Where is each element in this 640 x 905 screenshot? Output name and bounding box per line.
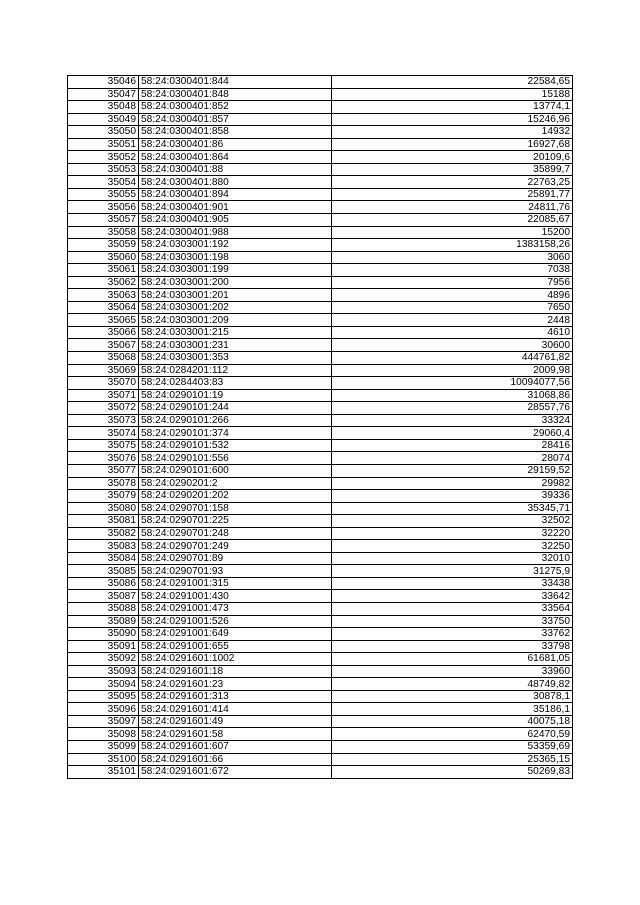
row-number-cell: 35092 xyxy=(68,653,139,666)
cadastral-value-cell: 3060 xyxy=(332,251,573,264)
table-row xyxy=(68,101,573,114)
cadastral-number-cell: 58:24:0291601:313 xyxy=(139,690,332,703)
table-row xyxy=(68,364,573,377)
cadastral-number-cell: 58:24:0303001:353 xyxy=(139,352,332,365)
table-row xyxy=(68,540,573,553)
cadastral-number-cell: 58:24:0300401:880 xyxy=(139,176,332,189)
cadastral-value-cell: 25365,15 xyxy=(332,753,573,766)
table-body xyxy=(68,76,573,779)
row-number-cell: 35062 xyxy=(68,276,139,289)
row-number-cell: 35082 xyxy=(68,527,139,540)
cadastral-value-table xyxy=(67,75,573,779)
cadastral-value-cell: 33324 xyxy=(332,414,573,427)
row-number-cell: 35059 xyxy=(68,239,139,252)
table-row xyxy=(68,766,573,779)
table-row xyxy=(68,640,573,653)
row-number-cell: 35052 xyxy=(68,151,139,164)
cadastral-value-cell: 61681,05 xyxy=(332,653,573,666)
cadastral-value-cell: 32250 xyxy=(332,540,573,553)
cadastral-number-cell: 58:24:0303001:198 xyxy=(139,251,332,264)
row-number-cell: 35081 xyxy=(68,515,139,528)
cadastral-number-cell: 58:24:0303001:209 xyxy=(139,314,332,327)
table-row xyxy=(68,678,573,691)
table-row xyxy=(68,389,573,402)
cadastral-number-cell: 58:24:0291001:526 xyxy=(139,615,332,628)
table-row xyxy=(68,665,573,678)
table-row xyxy=(68,276,573,289)
cadastral-value-cell: 4610 xyxy=(332,326,573,339)
cadastral-number-cell: 58:24:0303001:200 xyxy=(139,276,332,289)
cadastral-value-cell: 33438 xyxy=(332,577,573,590)
cadastral-number-cell: 58:24:0290701:248 xyxy=(139,527,332,540)
cadastral-value-cell: 48749,82 xyxy=(332,678,573,691)
cadastral-value-cell: 22085,67 xyxy=(332,214,573,227)
cadastral-number-cell: 58:24:0300401:858 xyxy=(139,126,332,139)
row-number-cell: 35097 xyxy=(68,715,139,728)
table-row xyxy=(68,138,573,151)
cadastral-value-cell: 28416 xyxy=(332,439,573,452)
cadastral-number-cell: 58:24:0284201:112 xyxy=(139,364,332,377)
row-number-cell: 35048 xyxy=(68,101,139,114)
cadastral-number-cell: 58:24:0290701:93 xyxy=(139,565,332,578)
table-row xyxy=(68,427,573,440)
cadastral-number-cell: 58:24:0300401:901 xyxy=(139,201,332,214)
row-number-cell: 35096 xyxy=(68,703,139,716)
table-row xyxy=(68,239,573,252)
table-row xyxy=(68,653,573,666)
cadastral-value-cell: 15200 xyxy=(332,226,573,239)
cadastral-number-cell: 58:24:0284403:83 xyxy=(139,377,332,390)
row-number-cell: 35084 xyxy=(68,552,139,565)
cadastral-number-cell: 58:24:0303001:231 xyxy=(139,339,332,352)
cadastral-number-cell: 58:24:0290101:532 xyxy=(139,439,332,452)
cadastral-value-cell: 7038 xyxy=(332,264,573,277)
row-number-cell: 35054 xyxy=(68,176,139,189)
cadastral-number-cell: 58:24:0291601:414 xyxy=(139,703,332,716)
row-number-cell: 35063 xyxy=(68,289,139,302)
table-row xyxy=(68,113,573,126)
table-row xyxy=(68,715,573,728)
row-number-cell: 35079 xyxy=(68,490,139,503)
cadastral-number-cell: 58:24:0291001:649 xyxy=(139,628,332,641)
cadastral-value-cell: 35899,7 xyxy=(332,163,573,176)
cadastral-number-cell: 58:24:0300401:864 xyxy=(139,151,332,164)
table-row xyxy=(68,690,573,703)
cadastral-value-cell: 31275,9 xyxy=(332,565,573,578)
cadastral-value-cell: 35345,71 xyxy=(332,502,573,515)
table-row xyxy=(68,490,573,503)
cadastral-value-cell: 53359,69 xyxy=(332,740,573,753)
cadastral-value-cell: 62470,59 xyxy=(332,728,573,741)
table-row xyxy=(68,414,573,427)
table-row xyxy=(68,352,573,365)
table-row xyxy=(68,552,573,565)
cadastral-number-cell: 58:24:0300401:844 xyxy=(139,76,332,89)
table-row xyxy=(68,527,573,540)
cadastral-number-cell: 58:24:0300401:894 xyxy=(139,188,332,201)
cadastral-value-cell: 28557,76 xyxy=(332,402,573,415)
row-number-cell: 35075 xyxy=(68,439,139,452)
cadastral-number-cell: 58:24:0291601:607 xyxy=(139,740,332,753)
table-row xyxy=(68,452,573,465)
table-row xyxy=(68,188,573,201)
cadastral-number-cell: 58:24:0291601:18 xyxy=(139,665,332,678)
row-number-cell: 35050 xyxy=(68,126,139,139)
cadastral-value-cell: 15188 xyxy=(332,88,573,101)
cadastral-number-cell: 58:24:0291001:655 xyxy=(139,640,332,653)
row-number-cell: 35077 xyxy=(68,464,139,477)
cadastral-value-cell: 33750 xyxy=(332,615,573,628)
row-number-cell: 35067 xyxy=(68,339,139,352)
table-row xyxy=(68,88,573,101)
table-row xyxy=(68,126,573,139)
cadastral-number-cell: 58:24:0303001:202 xyxy=(139,301,332,314)
row-number-cell: 35055 xyxy=(68,188,139,201)
table-row xyxy=(68,201,573,214)
row-number-cell: 35072 xyxy=(68,402,139,415)
table-row xyxy=(68,289,573,302)
cadastral-number-cell: 58:24:0290201:2 xyxy=(139,477,332,490)
table-row xyxy=(68,326,573,339)
row-number-cell: 35057 xyxy=(68,214,139,227)
cadastral-number-cell: 58:24:0300401:88 xyxy=(139,163,332,176)
row-number-cell: 35065 xyxy=(68,314,139,327)
cadastral-value-cell: 35186,1 xyxy=(332,703,573,716)
cadastral-number-cell: 58:24:0291001:473 xyxy=(139,602,332,615)
table-row xyxy=(68,151,573,164)
cadastral-number-cell: 58:24:0290101:374 xyxy=(139,427,332,440)
row-number-cell: 35088 xyxy=(68,602,139,615)
table-row xyxy=(68,377,573,390)
cadastral-number-cell: 58:24:0300401:86 xyxy=(139,138,332,151)
table-row xyxy=(68,214,573,227)
table-row xyxy=(68,464,573,477)
row-number-cell: 35049 xyxy=(68,113,139,126)
row-number-cell: 35064 xyxy=(68,301,139,314)
cadastral-value-cell: 50269,83 xyxy=(332,766,573,779)
table-row xyxy=(68,703,573,716)
cadastral-value-cell: 29982 xyxy=(332,477,573,490)
row-number-cell: 35073 xyxy=(68,414,139,427)
cadastral-value-cell: 33762 xyxy=(332,628,573,641)
cadastral-value-cell: 1383158,26 xyxy=(332,239,573,252)
row-number-cell: 35091 xyxy=(68,640,139,653)
cadastral-value-cell: 40075,18 xyxy=(332,715,573,728)
cadastral-number-cell: 58:24:0291601:58 xyxy=(139,728,332,741)
table-row xyxy=(68,565,573,578)
cadastral-value-cell: 28074 xyxy=(332,452,573,465)
table-row xyxy=(68,264,573,277)
cadastral-number-cell: 58:24:0290701:158 xyxy=(139,502,332,515)
row-number-cell: 35058 xyxy=(68,226,139,239)
table-row xyxy=(68,163,573,176)
table-row xyxy=(68,251,573,264)
cadastral-value-cell: 16927,68 xyxy=(332,138,573,151)
row-number-cell: 35078 xyxy=(68,477,139,490)
cadastral-number-cell: 58:24:0290701:249 xyxy=(139,540,332,553)
row-number-cell: 35093 xyxy=(68,665,139,678)
cadastral-number-cell: 58:24:0303001:201 xyxy=(139,289,332,302)
cadastral-value-cell: 20109,6 xyxy=(332,151,573,164)
table-row xyxy=(68,602,573,615)
cadastral-number-cell: 58:24:0290101:244 xyxy=(139,402,332,415)
cadastral-number-cell: 58:24:0290101:19 xyxy=(139,389,332,402)
table-row xyxy=(68,515,573,528)
row-number-cell: 35071 xyxy=(68,389,139,402)
cadastral-number-cell: 58:24:0300401:852 xyxy=(139,101,332,114)
cadastral-number-cell: 58:24:0303001:192 xyxy=(139,239,332,252)
cadastral-number-cell: 58:24:0291601:672 xyxy=(139,766,332,779)
row-number-cell: 35095 xyxy=(68,690,139,703)
cadastral-number-cell: 58:24:0291601:23 xyxy=(139,678,332,691)
cadastral-value-cell: 24811,76 xyxy=(332,201,573,214)
cadastral-value-cell: 32502 xyxy=(332,515,573,528)
cadastral-value-cell: 32220 xyxy=(332,527,573,540)
cadastral-value-cell: 25891,77 xyxy=(332,188,573,201)
cadastral-number-cell: 58:24:0291601:1002 xyxy=(139,653,332,666)
row-number-cell: 35086 xyxy=(68,577,139,590)
table-row xyxy=(68,477,573,490)
cadastral-value-cell: 33564 xyxy=(332,602,573,615)
cadastral-number-cell: 58:24:0290701:225 xyxy=(139,515,332,528)
cadastral-value-cell: 30600 xyxy=(332,339,573,352)
row-number-cell: 35101 xyxy=(68,766,139,779)
row-number-cell: 35061 xyxy=(68,264,139,277)
cadastral-number-cell: 58:24:0291601:66 xyxy=(139,753,332,766)
row-number-cell: 35056 xyxy=(68,201,139,214)
row-number-cell: 35076 xyxy=(68,452,139,465)
row-number-cell: 35069 xyxy=(68,364,139,377)
cadastral-value-cell: 31068,86 xyxy=(332,389,573,402)
cadastral-number-cell: 58:24:0303001:199 xyxy=(139,264,332,277)
row-number-cell: 35083 xyxy=(68,540,139,553)
table-row xyxy=(68,439,573,452)
table-row xyxy=(68,76,573,89)
cadastral-value-cell: 30878,1 xyxy=(332,690,573,703)
cadastral-number-cell: 58:24:0291001:315 xyxy=(139,577,332,590)
row-number-cell: 35068 xyxy=(68,352,139,365)
cadastral-number-cell: 58:24:0290101:600 xyxy=(139,464,332,477)
table-row xyxy=(68,740,573,753)
cadastral-value-cell: 10094077,56 xyxy=(332,377,573,390)
cadastral-number-cell: 58:24:0303001:215 xyxy=(139,326,332,339)
cadastral-value-cell: 22763,25 xyxy=(332,176,573,189)
table-row xyxy=(68,590,573,603)
cadastral-number-cell: 58:24:0300401:905 xyxy=(139,214,332,227)
cadastral-value-cell: 14932 xyxy=(332,126,573,139)
row-number-cell: 35046 xyxy=(68,76,139,89)
row-number-cell: 35089 xyxy=(68,615,139,628)
cadastral-number-cell: 58:24:0300401:988 xyxy=(139,226,332,239)
table-row xyxy=(68,728,573,741)
cadastral-value-cell: 4896 xyxy=(332,289,573,302)
cadastral-value-cell: 7956 xyxy=(332,276,573,289)
table-row xyxy=(68,339,573,352)
row-number-cell: 35070 xyxy=(68,377,139,390)
cadastral-number-cell: 58:24:0290101:266 xyxy=(139,414,332,427)
row-number-cell: 35085 xyxy=(68,565,139,578)
cadastral-value-cell: 29060,4 xyxy=(332,427,573,440)
cadastral-value-cell: 7650 xyxy=(332,301,573,314)
cadastral-value-cell: 2009,98 xyxy=(332,364,573,377)
row-number-cell: 35090 xyxy=(68,628,139,641)
row-number-cell: 35066 xyxy=(68,326,139,339)
cadastral-value-cell: 33642 xyxy=(332,590,573,603)
cadastral-number-cell: 58:24:0290101:556 xyxy=(139,452,332,465)
row-number-cell: 35080 xyxy=(68,502,139,515)
table-row xyxy=(68,577,573,590)
cadastral-value-cell: 32010 xyxy=(332,552,573,565)
row-number-cell: 35047 xyxy=(68,88,139,101)
table-row xyxy=(68,226,573,239)
row-number-cell: 35053 xyxy=(68,163,139,176)
cadastral-value-cell: 29159,52 xyxy=(332,464,573,477)
cadastral-value-cell: 15246,96 xyxy=(332,113,573,126)
table-row xyxy=(68,502,573,515)
cadastral-value-cell: 444761,82 xyxy=(332,352,573,365)
cadastral-number-cell: 58:24:0290701:89 xyxy=(139,552,332,565)
cadastral-number-cell: 58:24:0290201:202 xyxy=(139,490,332,503)
table-row xyxy=(68,628,573,641)
cadastral-value-cell: 33960 xyxy=(332,665,573,678)
row-number-cell: 35060 xyxy=(68,251,139,264)
row-number-cell: 35051 xyxy=(68,138,139,151)
table-row xyxy=(68,615,573,628)
cadastral-number-cell: 58:24:0291601:49 xyxy=(139,715,332,728)
row-number-cell: 35099 xyxy=(68,740,139,753)
table-row xyxy=(68,176,573,189)
cadastral-value-cell: 13774,1 xyxy=(332,101,573,114)
row-number-cell: 35074 xyxy=(68,427,139,440)
cadastral-value-cell: 2448 xyxy=(332,314,573,327)
row-number-cell: 35087 xyxy=(68,590,139,603)
cadastral-value-cell: 39336 xyxy=(332,490,573,503)
cadastral-number-cell: 58:24:0291001:430 xyxy=(139,590,332,603)
row-number-cell: 35100 xyxy=(68,753,139,766)
table-row xyxy=(68,314,573,327)
row-number-cell: 35094 xyxy=(68,678,139,691)
table-row xyxy=(68,301,573,314)
cadastral-value-cell: 33798 xyxy=(332,640,573,653)
table-row xyxy=(68,753,573,766)
cadastral-number-cell: 58:24:0300401:848 xyxy=(139,88,332,101)
row-number-cell: 35098 xyxy=(68,728,139,741)
table-row xyxy=(68,402,573,415)
cadastral-number-cell: 58:24:0300401:857 xyxy=(139,113,332,126)
cadastral-value-cell: 22584,65 xyxy=(332,76,573,89)
